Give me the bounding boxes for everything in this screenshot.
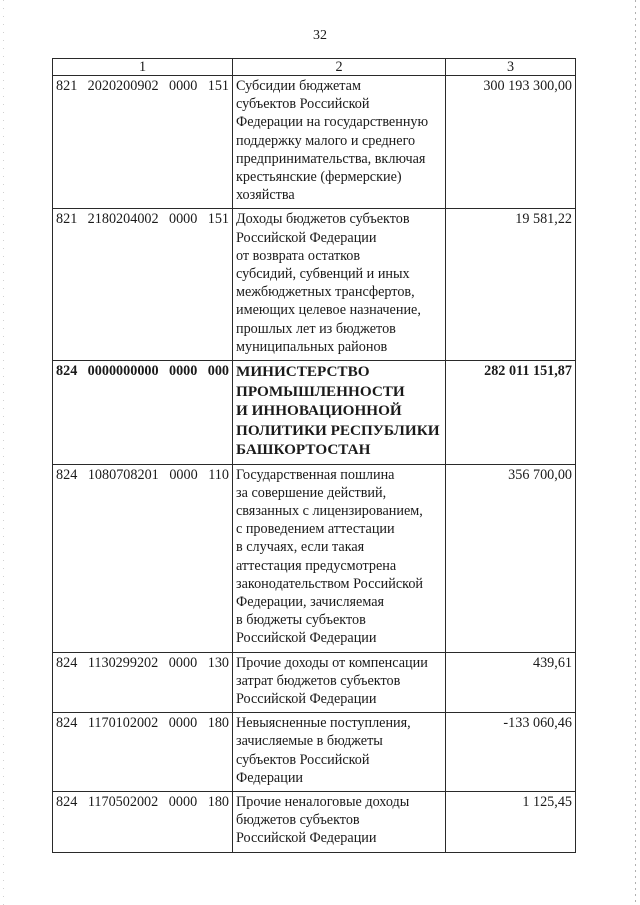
admin-code: 824 bbox=[56, 715, 78, 732]
amount-cell bbox=[446, 652, 576, 713]
table-body bbox=[53, 76, 576, 853]
amount-cell bbox=[446, 76, 576, 209]
admin-code: 824 bbox=[56, 794, 78, 810]
amount-value: 282 011 151,87 bbox=[484, 363, 572, 380]
subtype-code: 0000 bbox=[168, 211, 198, 228]
column-header-code: 1 bbox=[53, 59, 233, 76]
amount-value: 1 125,45 bbox=[522, 794, 572, 810]
revenue-description-cell bbox=[233, 209, 446, 361]
admin-code: 821 bbox=[56, 78, 78, 94]
admin-code: 824 bbox=[56, 654, 78, 671]
revenue-description: Государственная пошлина за совершение действий, связанных с лицензированием, с проведением аттестации в случаях, если такая аттестация предусмотрена законодательством Российской Федерации, зачисляемая в бюджеты субъектов Российской Федерации bbox=[236, 466, 424, 647]
revenue-description-cell bbox=[233, 792, 446, 853]
revenue-description-cell bbox=[233, 652, 446, 713]
admin-code: 821 bbox=[56, 211, 78, 228]
classification-code-cell bbox=[53, 361, 233, 465]
subtype-code: 0000 bbox=[168, 715, 198, 732]
subtype-code: 0000 bbox=[169, 466, 198, 483]
revenue-code: 1170102002 bbox=[87, 715, 159, 732]
table-row bbox=[53, 361, 576, 465]
revenue-code: 2020200902 bbox=[87, 78, 159, 94]
revenue-description-cell bbox=[233, 76, 446, 209]
subtype-code: 0000 bbox=[168, 794, 198, 810]
amount-cell bbox=[446, 792, 576, 853]
admin-code: 824 bbox=[56, 466, 78, 483]
classification-code-cell bbox=[53, 713, 233, 792]
revenue-description-cell bbox=[233, 464, 446, 652]
revenue-description: Доходы бюджетов субъектов Российской Федерации от возврата остатков субсидий, субвенций и иных межбюджетных трансфертов, имеющих целевое назначение, прошлых лет из бюджетов муниципальных районов bbox=[236, 211, 421, 355]
revenue-description: Невыясненные поступления, зачисляемые в бюджеты субъектов Российской Федерации bbox=[236, 715, 411, 786]
subtype-code: 0000 bbox=[168, 654, 198, 671]
table-header-row bbox=[53, 59, 576, 76]
revenue-description-cell bbox=[233, 361, 446, 465]
revenue-description: Прочие неналоговые доходы бюджетов субъектов Российской Федерации bbox=[236, 794, 410, 847]
subtype-code: 0000 bbox=[168, 78, 198, 94]
economic-code: 180 bbox=[207, 715, 229, 732]
table-row bbox=[53, 713, 576, 792]
revenue-code: 0000000000 bbox=[87, 363, 159, 380]
classification-code-cell bbox=[53, 76, 233, 209]
revenue-description-cell bbox=[233, 713, 446, 792]
column-header-name: 2 bbox=[233, 59, 446, 76]
amount-value: 356 700,00 bbox=[508, 466, 572, 483]
economic-code: 180 bbox=[207, 794, 229, 810]
amount-cell bbox=[446, 361, 576, 465]
revenue-description: МИНИСТЕРСТВО ПРОМЫШЛЕННОСТИ И ИННОВАЦИОННОЙ ПОЛИТИКИ РЕСПУБЛИКИ БАШКОРТОСТАН bbox=[236, 363, 440, 459]
economic-code: 151 bbox=[207, 211, 229, 228]
page-number: 32 bbox=[313, 28, 327, 43]
revenue-code: 1080708201 bbox=[87, 466, 159, 483]
column-header-amount: 3 bbox=[446, 59, 576, 76]
revenue-code: 1170502002 bbox=[87, 794, 159, 810]
table-row bbox=[53, 464, 576, 652]
revenue-description: Субсидии бюджетам субъектов Российской Федерации на государственную поддержку малого и среднего предпринимательства, включая крестьянские (фермерские) хозяйства bbox=[236, 78, 429, 204]
classification-code-cell bbox=[53, 464, 233, 652]
table-row bbox=[53, 76, 576, 209]
amount-value: -133 060,46 bbox=[503, 715, 572, 732]
economic-code: 130 bbox=[207, 654, 229, 671]
subtype-code: 0000 bbox=[168, 363, 198, 380]
amount-cell bbox=[446, 713, 576, 792]
amount-value: 300 193 300,00 bbox=[483, 78, 572, 94]
amount-value: 19 581,22 bbox=[515, 211, 572, 228]
classification-code-cell bbox=[53, 792, 233, 853]
scan-edge-right bbox=[635, 0, 636, 905]
budget-revenue-table bbox=[52, 58, 576, 853]
admin-code: 824 bbox=[56, 363, 78, 380]
economic-code: 110 bbox=[208, 466, 229, 483]
economic-code: 000 bbox=[207, 363, 229, 380]
table-row bbox=[53, 792, 576, 853]
table-row bbox=[53, 652, 576, 713]
classification-code-cell bbox=[53, 209, 233, 361]
amount-cell bbox=[446, 464, 576, 652]
classification-code-cell bbox=[53, 652, 233, 713]
table-row bbox=[53, 209, 576, 361]
amount-cell bbox=[446, 209, 576, 361]
economic-code: 151 bbox=[207, 78, 229, 94]
amount-value: 439,61 bbox=[532, 654, 572, 671]
revenue-description: Прочие доходы от компенсации затрат бюджетов субъектов Российской Федерации bbox=[236, 654, 428, 707]
scan-edge-left bbox=[3, 0, 4, 905]
revenue-code: 1130299202 bbox=[87, 654, 159, 671]
revenue-code: 2180204002 bbox=[87, 211, 159, 228]
